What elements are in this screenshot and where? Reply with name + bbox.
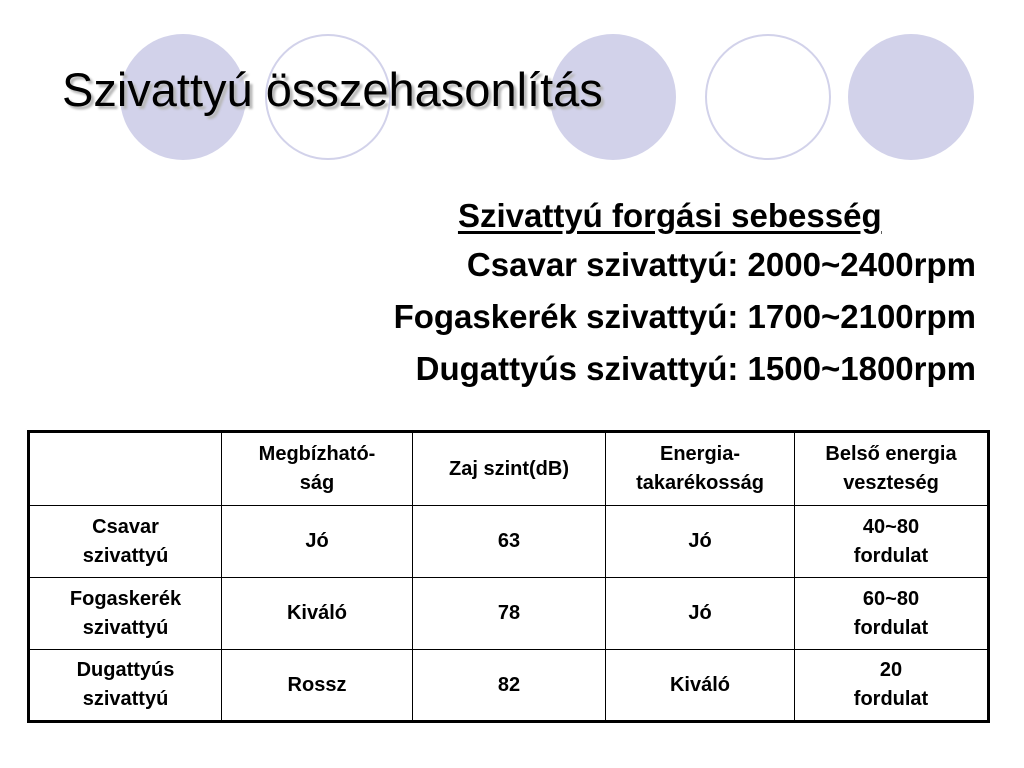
table-header-row [29, 432, 989, 506]
row-label-cell: Fogaskerék szivattyú [29, 578, 222, 650]
table-cell: 82 [413, 650, 606, 722]
table-row [29, 578, 989, 650]
header-label: Belső energia veszteség [825, 443, 957, 494]
table-cell: 78 [413, 578, 606, 650]
speed-line-screw: Csavar szivattyú: 2000~2400rpm [466, 246, 976, 283]
table-cell: Kiváló [606, 650, 795, 722]
table-cell: Rossz [222, 650, 413, 722]
decor-circle-outline [705, 34, 831, 160]
header-cell-internal-loss [795, 432, 989, 506]
table-cell: Jó [222, 506, 413, 578]
table-cell: 60~80 fordulat [795, 578, 989, 650]
table-cell: 63 [413, 506, 606, 578]
table-row [29, 650, 989, 722]
header-cell-reliability [222, 432, 413, 506]
speed-section [394, 193, 976, 395]
table-cell: 40~80 fordulat [795, 506, 989, 578]
speed-line-piston: Dugattyús szivattyú: 1500~1800rpm [415, 350, 976, 387]
header-label: Energia- takarékosság [636, 443, 764, 494]
table-row [29, 506, 989, 578]
header-cell-energy-saving [606, 432, 795, 506]
speed-subtitle: Szivattyú forgási sebesség [457, 197, 882, 234]
table-cell: Kiváló [222, 578, 413, 650]
header-cell-noise [413, 432, 606, 506]
slide-title: Szivattyú összehasonlítás [62, 63, 603, 116]
table-cell: Jó [606, 506, 795, 578]
header-cell-empty [29, 432, 222, 506]
row-label-cell: Csavar szivattyú [29, 506, 222, 578]
decor-circle-filled [848, 34, 974, 160]
speed-line-gear: Fogaskerék szivattyú: 1700~2100rpm [393, 298, 976, 335]
comparison-table [27, 430, 990, 723]
header-label: Megbízható- ság [258, 443, 376, 494]
row-label-cell: Dugattyús szivattyú [29, 650, 222, 722]
header-label: Zaj szint(dB) [449, 457, 569, 480]
table-cell: 20 fordulat [795, 650, 989, 722]
table-cell: Jó [606, 578, 795, 650]
comparison-table-wrapper [27, 430, 990, 723]
